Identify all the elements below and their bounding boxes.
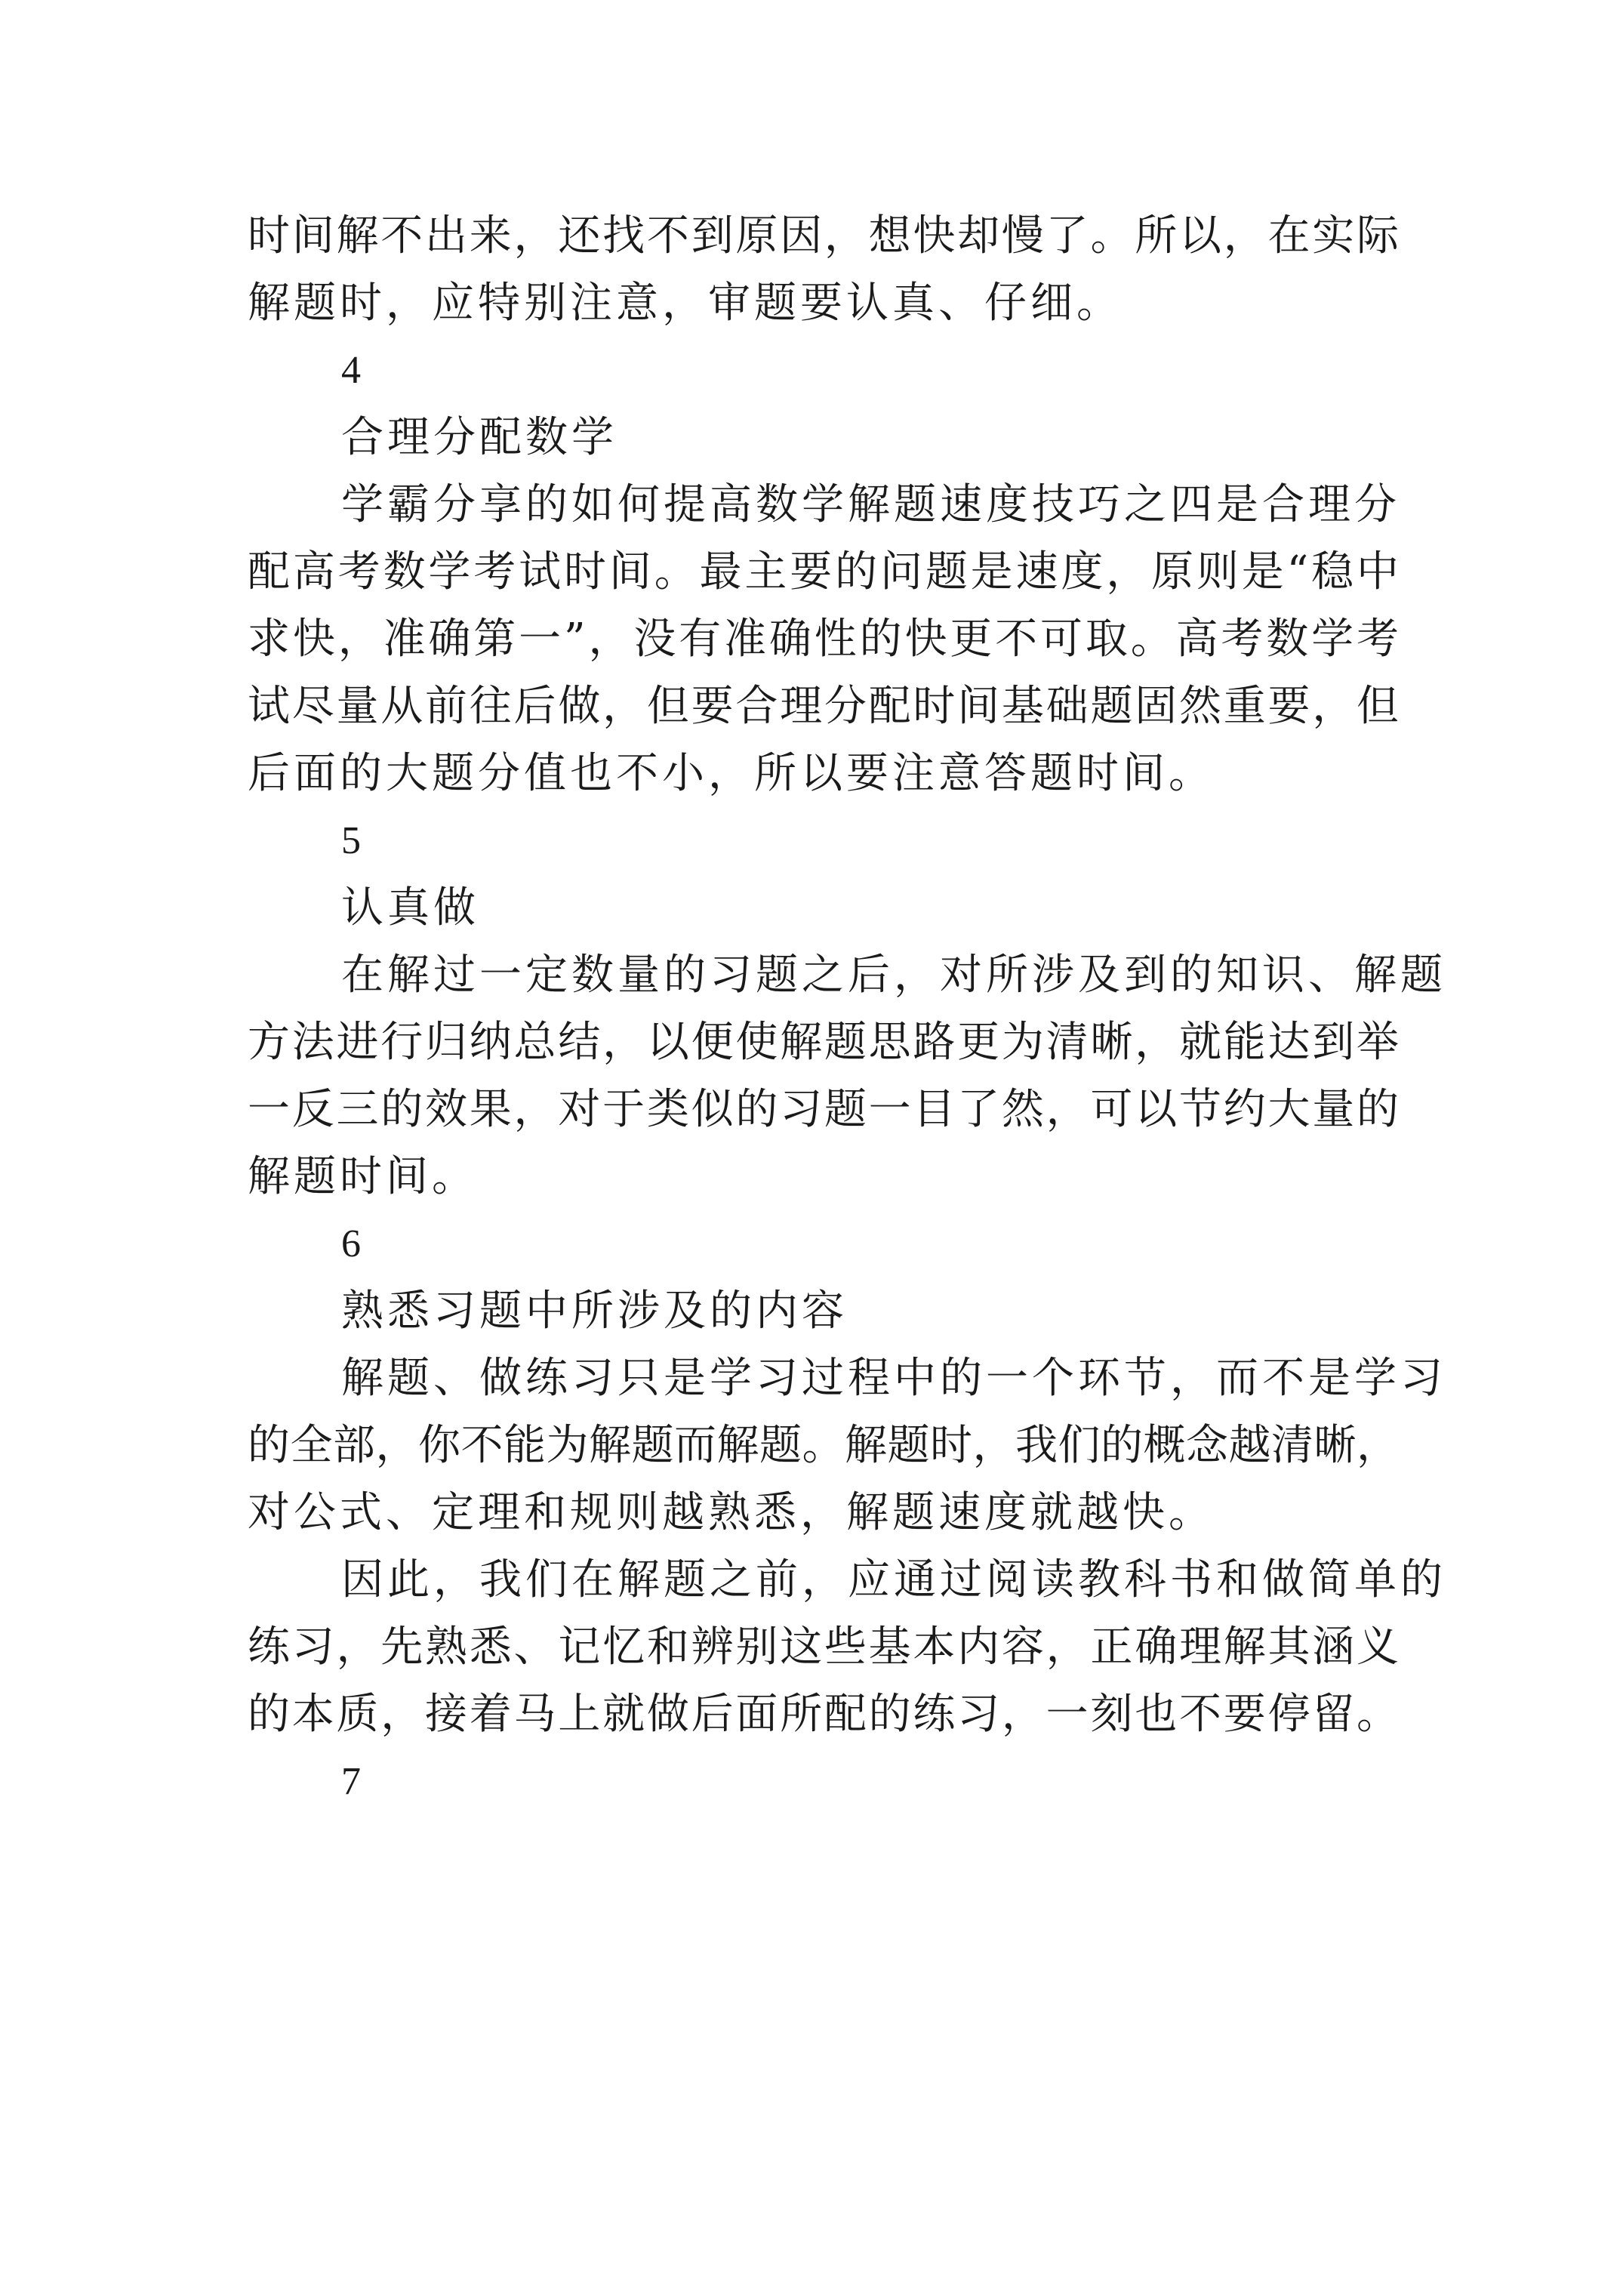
section-heading: 认真做 [341, 883, 479, 932]
text-line: 的本质，接着马上就做后面所配的练习，一刻也不要停留。 [248, 1690, 1399, 1739]
section-heading: 合理分配数学 [341, 413, 617, 462]
text-line: 解题、做练习只是学习过程中的一个环节，而不是学习 [341, 1354, 1446, 1403]
text-line: 解题时，应特别注意，审题要认真、仔细。 [248, 279, 1123, 328]
section-number: 4 [341, 349, 365, 392]
text-line: 的全部，你不能为解题而解题。解题时，我们的概念越清晰， [248, 1421, 1399, 1470]
text-line: 时间解不出来，还找不到原因，想快却慢了。所以，在实际 [248, 211, 1399, 260]
paragraph [248, 471, 1399, 807]
section-number: 6 [341, 1222, 365, 1265]
section-number: 7 [341, 1760, 365, 1803]
paragraph [248, 1345, 1446, 1546]
paragraph-continued [248, 202, 1399, 337]
text-line: 试尽量从前往后做，但要合理分配时间基础题固然重要，但 [248, 682, 1399, 731]
section-number: 5 [341, 819, 365, 862]
text-line: 对公式、定理和规则越熟悉，解题速度就越快。 [248, 1488, 1215, 1537]
text-line: 因此，我们在解题之前，应通过阅读教科书和做简单的 [341, 1555, 1446, 1604]
text-line: 求快，准确第一”，没有准确性的快更不可取。高考数学考 [248, 615, 1399, 664]
section-heading: 熟悉习题中所涉及的内容 [341, 1287, 848, 1336]
text-line: 后面的大题分值也不小，所以要注意答题时间。 [248, 749, 1215, 798]
text-line: 配高考数学考试时间。最主要的问题是速度，原则是“稳中 [248, 547, 1399, 596]
paragraph [248, 1546, 1446, 1748]
text-line: 方法进行归纳总结，以便使解题思路更为清晰，就能达到举 [248, 1018, 1399, 1067]
text-line: 解题时间。 [248, 1152, 478, 1201]
text-line: 练习，先熟悉、记忆和辨别这些基本内容，正确理解其涵义 [248, 1623, 1399, 1672]
text-line: 一反三的效果，对于类似的习题一目了然，可以节约大量的 [248, 1085, 1399, 1134]
text-line: 学霸分享的如何提高数学解题速度技巧之四是合理分 [341, 480, 1400, 529]
text-line: 在解过一定数量的习题之后，对所涉及到的知识、解题 [341, 951, 1446, 1000]
document-body [248, 202, 1446, 1815]
paragraph [248, 942, 1446, 1210]
